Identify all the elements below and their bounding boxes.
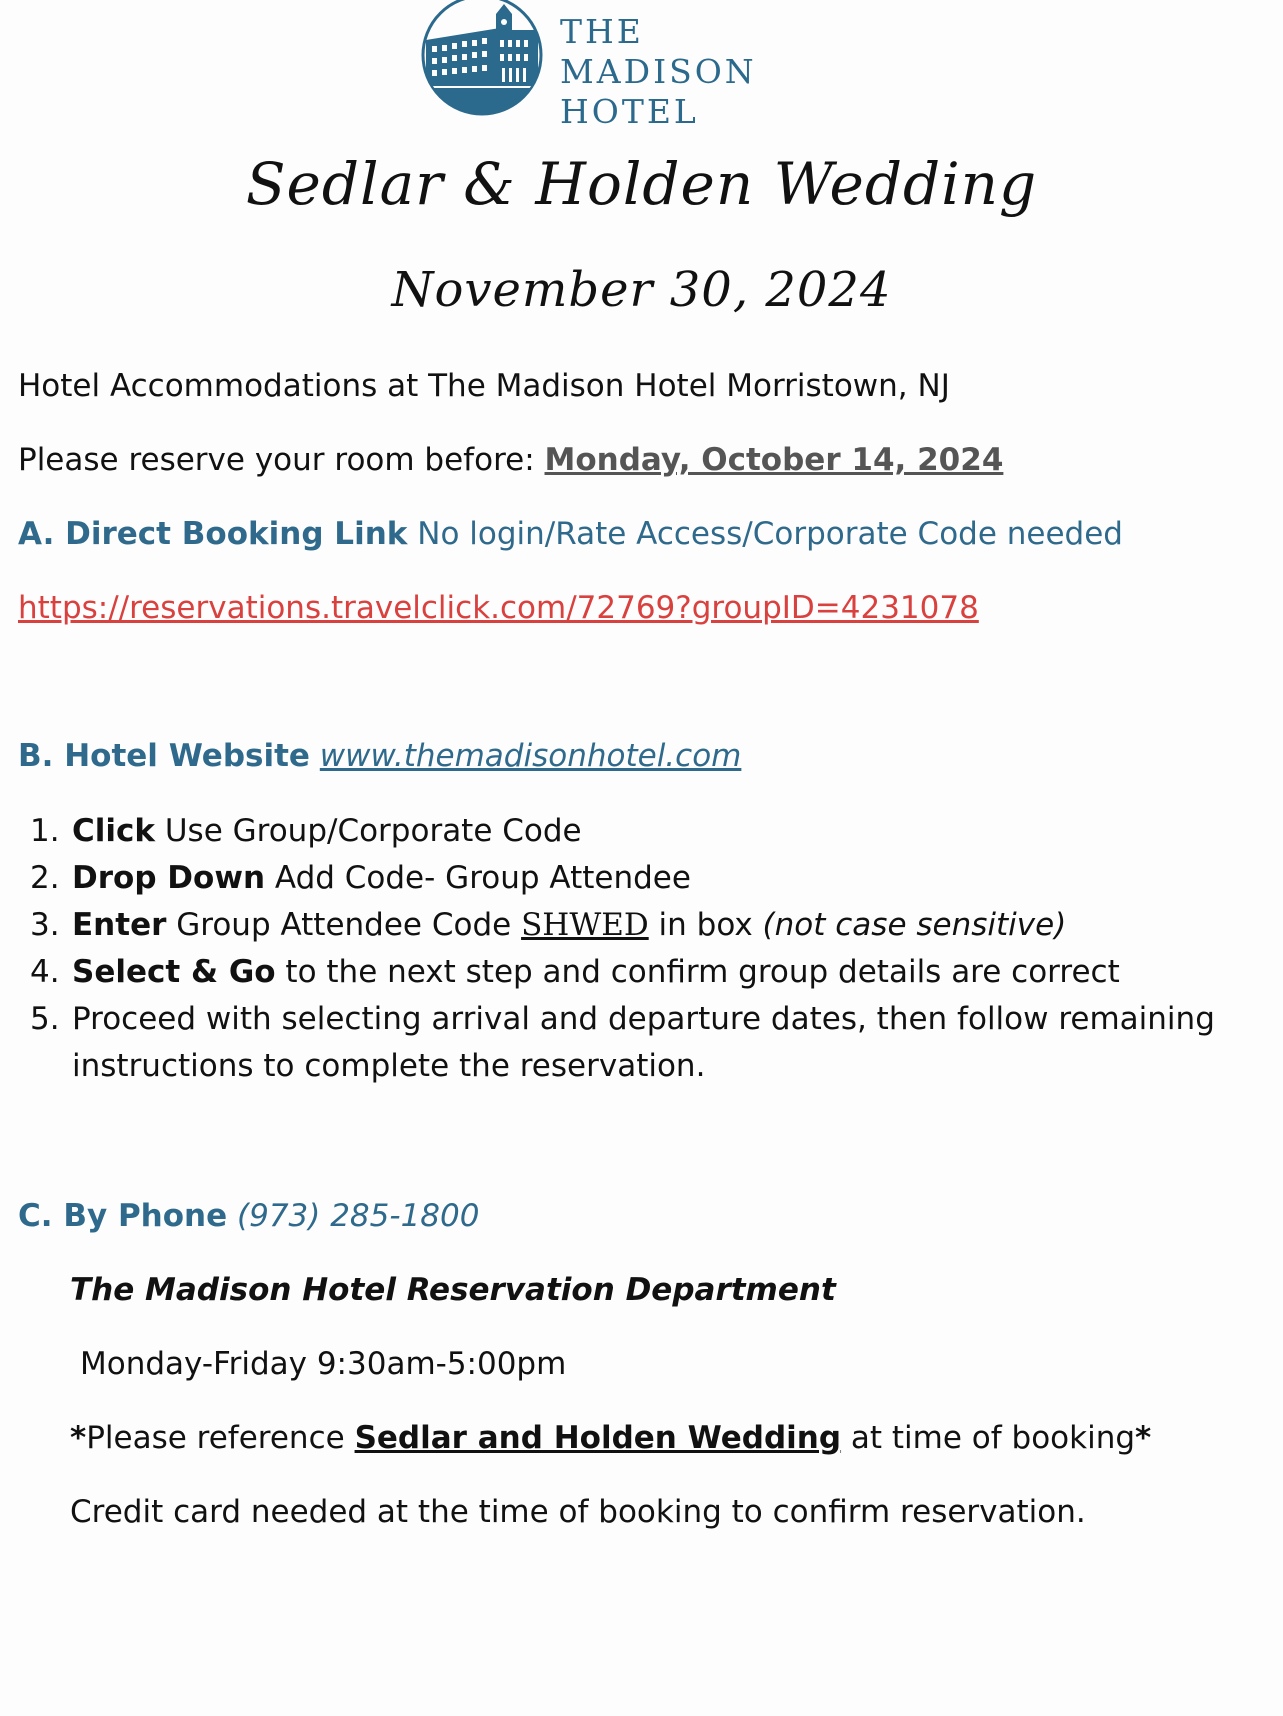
hotel-logo (420, 0, 840, 131)
reference-star-end: * (1135, 1420, 1152, 1456)
section-a-note: No login/Rate Access/Corporate Code needed (417, 516, 1123, 552)
step-number: 1. (30, 813, 60, 849)
step-action: Drop Down (72, 860, 266, 896)
step-item (30, 996, 1260, 1090)
accommodations-line: Hotel Accommodations at The Madison Hotel Morristown, NJ (18, 368, 950, 404)
reserve-line (18, 442, 1003, 478)
step-number: 2. (30, 860, 60, 896)
step-item (30, 902, 1260, 949)
event-title: Sedlar & Holden Wedding (245, 150, 1038, 218)
step-text-after: in box (648, 907, 763, 943)
section-a-link-row (18, 590, 979, 626)
step-action: Select & Go (72, 954, 276, 990)
step-text: to the next step and confirm group details are correct (275, 954, 1120, 990)
step-note: (not case sensitive) (762, 907, 1067, 943)
reference-line (70, 1420, 1151, 1456)
step-text: Proceed with selecting arrival and departure dates, then follow remaining instructions to complete the reservation. (72, 1001, 1215, 1084)
section-a-header (18, 516, 1123, 552)
hotel-building-icon (420, 0, 544, 116)
section-c-heading: C. By Phone (18, 1198, 228, 1234)
section-b-heading: B. Hotel Website (18, 738, 310, 774)
reservation-department: The Madison Hotel Reservation Department (70, 1272, 836, 1308)
reference-prefix: Please reference (86, 1420, 355, 1456)
reference-star: * (70, 1420, 87, 1456)
step-item (30, 949, 1260, 996)
step-action: Enter (72, 907, 167, 943)
step-number: 4. (30, 954, 60, 990)
section-b-header (18, 738, 741, 774)
logo-line-1: THE MADISON (560, 12, 757, 91)
reserve-date: Monday, October 14, 2024 (544, 442, 1004, 478)
step-item (30, 855, 1260, 902)
office-hours: Monday-Friday 9:30am-5:00pm (80, 1346, 567, 1382)
group-attendee-code: SHWED (521, 907, 649, 943)
event-date: November 30, 2024 (391, 262, 892, 318)
step-action: Click (72, 813, 155, 849)
step-number: 5. (30, 1001, 60, 1037)
section-c-header (18, 1198, 479, 1234)
step-text: Use Group/Corporate Code (155, 813, 582, 849)
phone-number[interactable]: (973) 285-1800 (237, 1198, 480, 1234)
reserve-prefix: Please reserve your room before: (18, 442, 545, 478)
booking-steps-list (30, 808, 1260, 1090)
logo-line-2: HOTEL (560, 92, 699, 131)
direct-booking-link[interactable]: https://reservations.travelclick.com/72769?groupID=4231078 (18, 590, 979, 626)
step-text: Group Attendee Code (166, 907, 522, 943)
reference-suffix: at time of booking (841, 1420, 1136, 1456)
section-a-heading: A. Direct Booking Link (18, 516, 408, 552)
step-item (30, 808, 1260, 855)
credit-card-note: Credit card needed at the time of booking to confirm reservation. (70, 1494, 1086, 1530)
hotel-logo-text (560, 12, 840, 132)
step-text: Add Code- Group Attendee (265, 860, 691, 896)
step-number: 3. (30, 907, 60, 943)
hotel-website-link[interactable]: www.themadisonhotel.com (319, 738, 742, 774)
reference-name: Sedlar and Holden Wedding (354, 1420, 842, 1456)
